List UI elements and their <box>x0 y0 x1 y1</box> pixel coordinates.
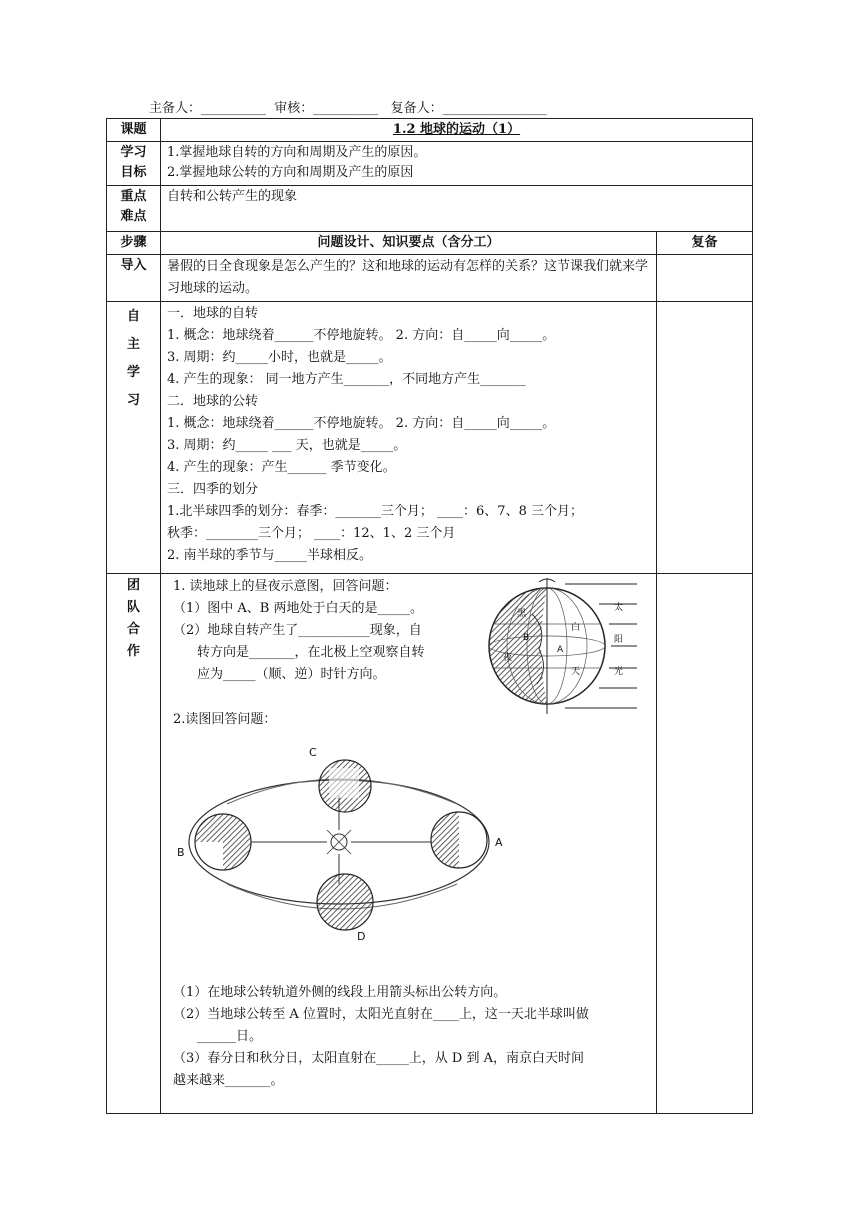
fig1-white: 白 <box>571 623 581 633</box>
teamwork-label: 团 队 合 作 <box>107 574 161 1114</box>
q2-part-c: （3）春分日和秋分日，太阳直射在_____上，从 D 到 A，南京白天时间 <box>173 1051 584 1066</box>
self-study-line: 1. 概念：地球绕着______不停地旋转。 2. 方向：自_____向_____。 <box>167 416 556 431</box>
self-study-label: 自 主 学 习 <box>107 302 161 574</box>
q2-title: 2.读图回答问题： <box>173 712 277 727</box>
q1-part-a: （1）图中 A、B 两地处于白天的是_____。 <box>173 601 423 616</box>
q1-title: 1. 读地球上的昼夜示意图，回答问题： <box>173 579 398 594</box>
goal-text: 1.掌握地球自转的方向和周期及产生的原因。 2.掌握地球公转的方向和周期及产生的原因 <box>161 142 753 186</box>
goal-label: 学习 目标 <box>107 142 161 186</box>
self-study-review <box>657 302 753 574</box>
preparer-header: 主备人：__________ 审核：__________ 复备人：________________ <box>149 101 547 116</box>
fig2-c: C <box>309 746 317 759</box>
fig1-b: B <box>523 633 530 643</box>
self-study-line: 4. 产生的现象：产生______ 季节变化。 <box>167 460 396 475</box>
self-study-line: 三．四季的划分 <box>167 482 259 497</box>
fig2-a: A <box>495 836 503 849</box>
fig1-sun3: 光 <box>614 667 624 677</box>
intro-label: 导入 <box>107 255 161 302</box>
fig1-a: A <box>557 645 564 655</box>
self-study-line: 二．地球的公转 <box>167 394 259 409</box>
fig1-sun2: 阳 <box>614 635 624 645</box>
intro-text: 暑假的日全食现象是怎么产生的？这和地球的运动有怎样的关系？这节课我们就来学习地球的运动。 <box>161 255 657 302</box>
topic-value: 1.2 地球的运动（1） <box>161 119 753 142</box>
design-label: 问题设计、知识要点（含分工） <box>161 232 657 255</box>
self-study-line: 2. 南半球的季节与_____半球相反。 <box>167 548 373 563</box>
self-study-line: 1. 概念：地球绕着______不停地旋转。 2. 方向：自_____向_____。 <box>167 328 556 343</box>
q2-part-b: （2）当地球公转至 A 位置时，太阳光直射在____上，这一天北半球叫做 <box>173 1007 589 1022</box>
step-label: 步骤 <box>107 232 161 255</box>
review-label: 复备 <box>657 232 753 255</box>
self-study-line: 4. 产生的现象： 同一地方产生_______，不同地方产生_______ <box>167 372 526 387</box>
fig2-d: D <box>357 930 366 943</box>
orbit-figure <box>167 734 527 944</box>
q2-part-a: （1）在地球公转轨道外侧的线段上用箭头标出公转方向。 <box>173 985 507 1000</box>
fig1-day: 天 <box>571 667 581 677</box>
fig1-sun1: 太 <box>614 603 624 613</box>
teamwork-review <box>657 574 753 1114</box>
lesson-plan-table <box>106 118 753 1114</box>
key-text: 自转和公转产生的现象 <box>161 186 753 232</box>
intro-review <box>657 255 753 302</box>
self-study-line: 一．地球的自转 <box>167 306 259 321</box>
fig1-black: 黑 <box>517 609 527 619</box>
self-study-line: 1.北半球四季的划分：春季：_______三个月； ____：6、7、8 三个月； <box>167 504 583 519</box>
fig2-b: B <box>177 846 185 859</box>
teamwork-content: 1. 读地球上的昼夜示意图，回答问题： （1）图中 A、B 两地处于白天的是_____。 （2）地球自转产生了___________现象，自 转方向是_______，在北极上空观察自转 应为_____（顺、逆）时针方向。 黑 夜 白 天 A B 太 阳 光 2.读图回答问题： C B A D （1）在地球公转轨道外侧的线段上用箭头标出公转方向。 （2）当地球公转至 A 位置时，太阳光直射在____上，这一天北半球叫做 ______日。 （3）春分日和秋分日，太阳直射在_____上，从 D 到 A，南京白天时间 越来越来_______。 <box>161 574 657 1114</box>
q1-part-b: （2）地球自转产生了___________现象，自 <box>173 623 422 638</box>
self-study-content <box>161 302 657 574</box>
topic-label: 课题 <box>107 119 161 142</box>
day-night-globe-figure <box>487 574 657 716</box>
self-study-line: 3. 周期：约_____ ___ 天，也就是_____。 <box>167 438 407 453</box>
key-label: 重点 难点 <box>107 186 161 232</box>
self-study-line: 秋季：________三个月； ____：12、1、2 三个月 <box>167 526 456 541</box>
self-study-line: 3. 周期：约_____小时，也就是_____。 <box>167 350 392 365</box>
fig1-night: 夜 <box>503 653 513 663</box>
